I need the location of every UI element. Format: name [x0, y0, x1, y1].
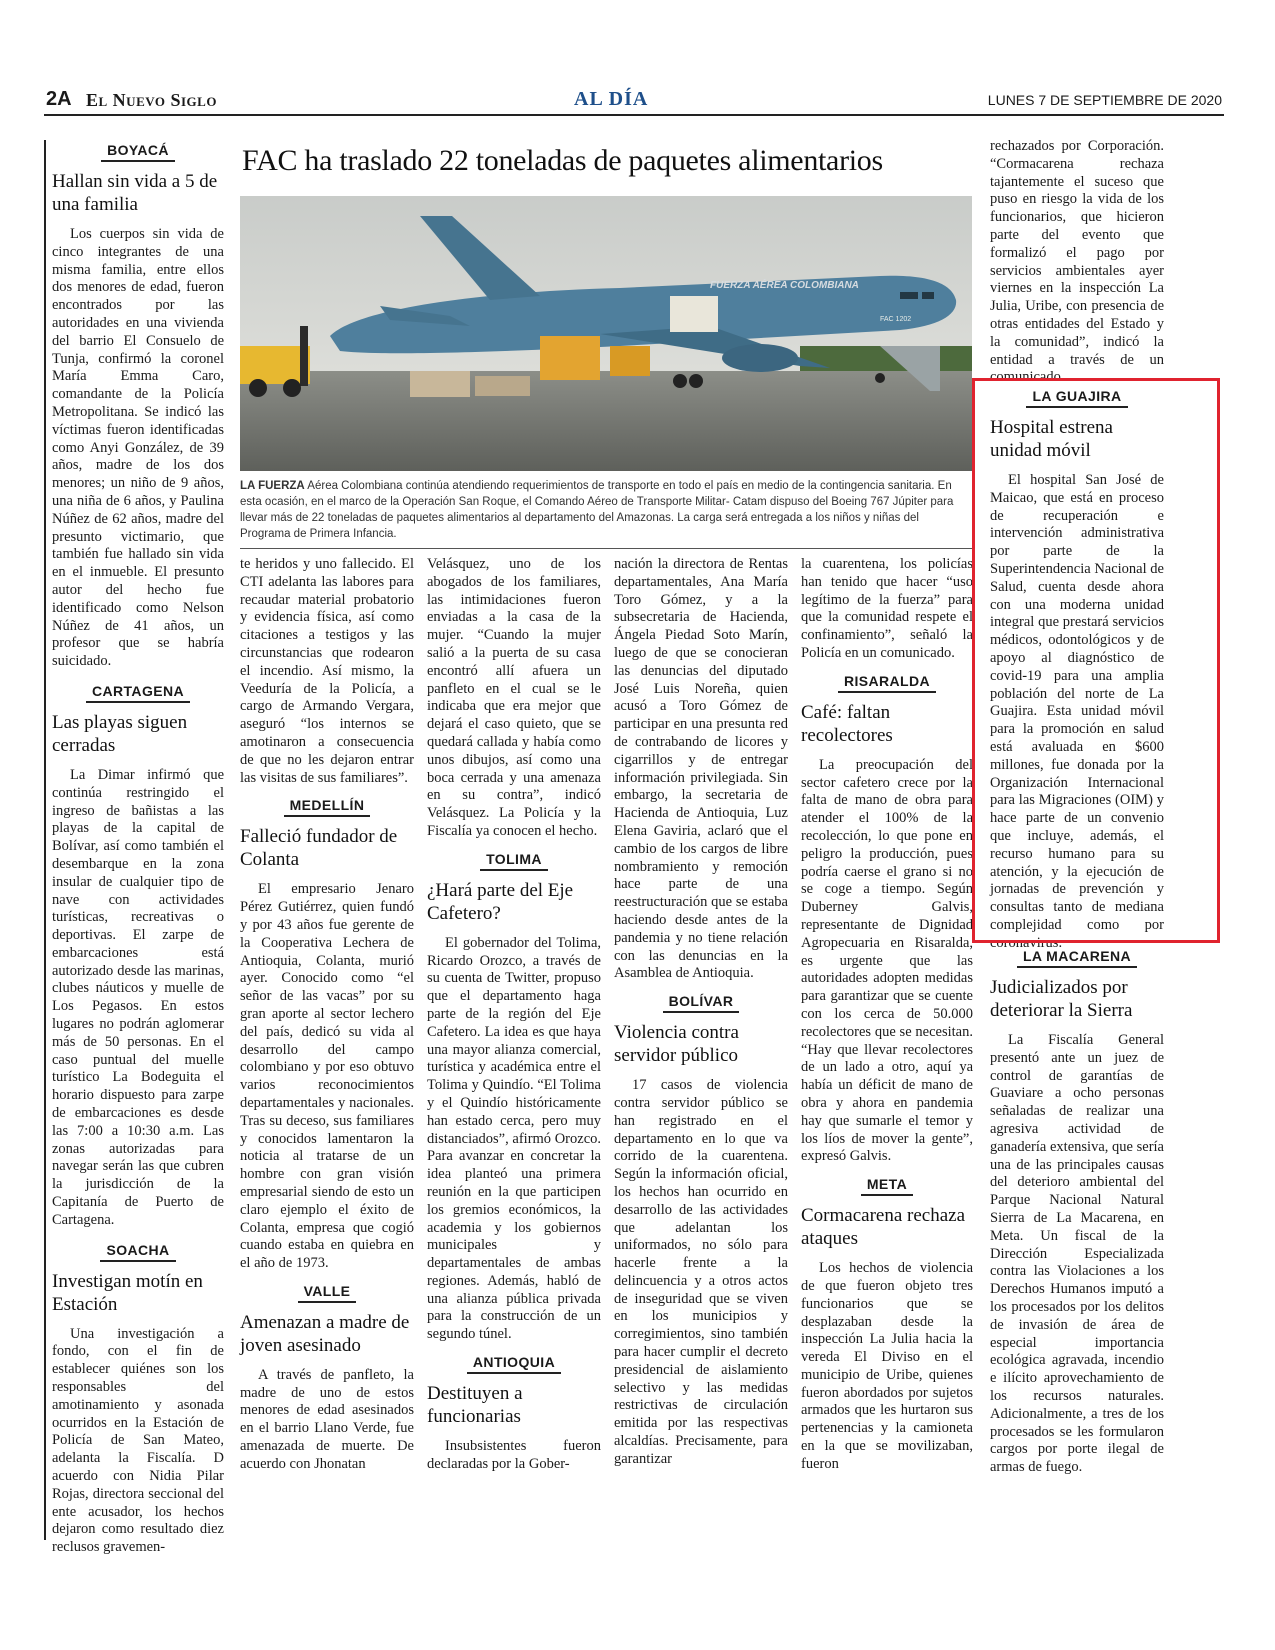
article-headline: Café: faltan recolectores	[801, 701, 893, 746]
article-body: El gobernador del Tolima, Ricardo Orozco, a través de su cuenta de Twitter, propuso que el departamento haga parte de la región del Eje Cafetero. La idea es que haya una mayor alianza comercial, turística y académica entre el Tolima y Quindío. “El Tolima y el Quindío históricamente han estado cerca, pero muy distanciados”, afirmó Orozco. Para avanzar en concretar la idea planteó una primera reunión en la que participen los gremios económicos, la academia y los gobiernos municipales y departamentales de ambas regiones. Además, habló de una alianza pública privada para la construcción de un segundo túnel.	[427, 934, 601, 1343]
article-headline: Cormacarena rechaza ataques	[801, 1205, 966, 1250]
article-body: La Dimar infirmó que continúa restringido el ingreso de bañistas a las playas de la capital de Bolívar, así como también el desembarque en la zona insular de cualquier tipo de nave con actividades turísticas, recreativas o deportivas. El zarpe de embarcaciones está autorizado desde las marinas, clubes náuticos y muelle de Los Pegasos. En estos lugares no podrán aglomerar más de 50 personas. En el caso puntual del muelle turístico La Bodeguita el horario dispuesto para zarpe de embarcaciones es desde las 7:00 a 10:30 a.m. Las zonas autorizadas para navegar serán las que cubren la jurisdicción de la Capitanía de Puerto de Cartagena.	[52, 766, 224, 1228]
article-body: Los cuerpos sin vida de cinco integrantes de una misma familia, entre ellos dos menores de edad, fueron encontrados por las autoridades en una vivienda del barrio El Consuelo de Tunja, confirmó la coronel María Emma Caro, comandante de la Policía Metropolitana. Se indicó las víctimas fueron identificadas como Anyi González, de 39 años, madre de los dos menores; un niño de 9 años, una niña de 6 años, y Paulina Núñez de 62 años, madre del presunto victimario, que también fue hallado sin vida en el inmueble. El presunto autor del hecho fue identificado como Nelson Núñez de 41 años, un profesor que se habría suicidado.	[52, 226, 224, 670]
page-header	[44, 88, 1224, 114]
section-tag: META	[861, 1176, 913, 1196]
article-body: Los hechos de violencia de que fueron objeto tres funcionarios que se desplazaban desde la inspección La Julia hacia la vereda El Diviso en el municipio de Uribe, quienes fueron abordados por sujetos armados que les hurtaron sus pertenencias y la camioneta en la que se movilizaban, fueron	[801, 1260, 973, 1472]
newspaper-name: El Nuevo Siglo	[86, 90, 217, 110]
article-cartagena	[52, 683, 224, 1230]
page-number: 2A	[46, 88, 72, 110]
article-body: 17 casos de violencia contra servidor público se han registrado en el departamento en lo que va corrido de la cuarentena. Según la información oficial, los hechos han ocurrido en desarrollo de las actividades que adelantan los uniformados, no sólo para hacerle frente a la delincuencia y a otros actos de inseguridad que se viven en los municipios y corregimientos, sino también para hacer cumplir el decreto presidencial de aislamiento selectivo y las medidas restrictivas de circulación emitida por las respectivas alcaldías. Precisamente, para garantizar	[614, 1077, 788, 1467]
tail-number: FAC 1202	[880, 316, 912, 323]
article-body: Una investigación a fondo, con el fin de establecer quiénes son los responsables del amotinamiento y asonada ocurridos en la Estación de Policía de San Mateo, adelanta la Fiscalía. D acuerdo con Nidia Pilar Rojas, directora seccional del ente acusador, los hechos dejaron como resultado diez reclusos gravemen-	[52, 1325, 224, 1556]
article-body: A través de panfleto, la madre de uno de estos menores de edad asesinados en el barrio Llano Verde, fue amenazada de muerte. De acuerdo con Jhonatan	[240, 1366, 414, 1472]
section-tag: LA MACARENA	[1017, 948, 1137, 968]
fuselage-lettering: FUERZA AÉREA COLOMBIANA	[710, 280, 859, 291]
section-tag: BOYACÁ	[101, 142, 175, 162]
article-body: La Fiscalía General presentó ante un juez de control de garantías de Guaviare a ocho personas señaladas de realizar una agresiva actividad de ganadería extensiva, que sería una de las principales causas del deterioro ambiental del Parque Nacional Natural Sierra de La Macarena, en Meta. Un fiscal de la Dirección Especializada contra las Violaciones a los Derechos Humanos imputó a los procesados por los delitos de invasión de área de especial importancia ecológica agravada, incendio e ilícito aprovechamiento de los recursos naturales. Adicionalmente, a tres de los procesados se les formularon cargos por porte ilegal de armas de fuego.	[990, 1032, 1164, 1476]
article-tolima	[427, 851, 601, 1344]
section-tag: RISARALDA	[838, 673, 936, 693]
article-headline: Falleció fundador de Colanta	[240, 826, 398, 871]
article-boyaca	[52, 142, 224, 671]
article-risaralda	[801, 673, 973, 1166]
article-headline: ¿Hará parte del Eje Cafetero?	[427, 879, 574, 924]
photo-caption	[240, 478, 972, 542]
article-headline: Hallan sin vida a 5 de una familia	[52, 171, 218, 215]
article-headline: Investigan motín en Estación	[52, 1270, 203, 1315]
article-continuation: Velásquez, uno de los abogados de los familiares, las intimidaciones fueron enviadas a la casa de la mujer. “Cuando la mujer salió a la puerta de su casa encontró allí afuera un panfleto en el cual se le indicaba que era mejor que dejará el caso quieto, que se quedará callada y había como unos dibujos, así como una boca cerrada y una amenaza en su contra”, indicó Velásquez. La Policía y la Fiscalía ya conocen el hecho.	[427, 556, 601, 839]
article-medellin	[240, 797, 414, 1273]
article-headline: Amenazan a madre de joven asesinado	[240, 1311, 410, 1356]
section-tag: VALLE	[298, 1283, 357, 1303]
main-column-3	[614, 556, 788, 1476]
highlight-box	[972, 378, 1220, 943]
main-headline: FAC ha traslado 22 toneladas de paquetes alimentarios	[242, 144, 883, 177]
left-column-rule	[44, 140, 46, 1540]
section-name: AL DÍA	[574, 88, 649, 110]
cargo-plane-photo	[240, 196, 972, 471]
issue-date: LUNES 7 DE SEPTIEMBRE DE 2020	[987, 92, 1222, 108]
section-tag: BOLÍVAR	[663, 993, 740, 1013]
main-column-2	[427, 556, 601, 1476]
header-rule	[44, 114, 1224, 116]
section-tag: SOACHA	[100, 1242, 175, 1262]
article-antioquia	[427, 1354, 601, 1474]
main-column-4	[801, 556, 973, 1476]
article-macarena	[990, 944, 1164, 1484]
section-tag: LA GUAJIRA	[1026, 388, 1127, 408]
article-headline: Violencia contra servidor público	[614, 1022, 739, 1067]
article-meta	[801, 1176, 973, 1474]
section-tag: TOLIMA	[480, 851, 548, 871]
article-headline: Destituyen a funcionarias	[427, 1383, 523, 1428]
right-column-top	[990, 138, 1164, 386]
article-body: La preocupación del sector cafetero crece por la falta de mano de obra para atender el 100% de la recolección, lo que pone en peligro la producción, pues podría caerse el grano si no se coge a tiempo. Según Duberney Galvis, representante de Dignidad Agropecuaria en Risaralda, es urgente que las autoridades adopten medidas para garantizar que se cuente con los cerca de 50.000 recolectores que se necesitan. “Hay que llevar recolectores de un lado a otro, aquí ya había un déficit de mano de obra y ahora en pandemia hay que sumarle el temor y los líos de mover la gente”, expresó Galvis.	[801, 756, 973, 1165]
article-continuation: nación la directora de Rentas departamentales, Ana María Toro Gómez, y a la subsecretaria de Hacienda, Ángela Piedad Soto Marín, luego de que se conocieran las denuncias del diputado José Luis Noreña, quien acusó a Toro Gómez de participar en una presunta red de contrabando de licores y cigarrillos y de entregar información privilegiada. Sin embargo, la secretaria de Hacienda de Antioquia, Luz Elena Gaviria, aclaró que el cambio de los cargos de libre nombramiento y remoción hace parte de una reestructuración que se estaba haciendo desde antes de la pandemia y no tiene relación con las denuncias en la Asamblea de Antioquia.	[614, 556, 788, 982]
section-tag: MEDELLÍN	[284, 797, 371, 817]
article-soacha	[52, 1242, 224, 1557]
article-valle	[240, 1283, 414, 1474]
article-headline: Hospital estrena unidad móvil	[990, 417, 1113, 461]
main-column-1	[240, 556, 414, 1476]
section-tag: CARTAGENA	[86, 683, 190, 703]
article-headline: Judicializados por deteriorar la Sierra	[990, 977, 1133, 1021]
article-bolivar	[614, 993, 788, 1469]
left-column	[52, 138, 224, 1556]
article-continuation: te heridos y uno fallecido. El CTI adelanta las labores para recaudar material probatorio y evidencia física, así como citaciones a testigos y las circunstancias que rodearon el incendio. Así mismo, la Veeduría de la Policía, a cargo de Armando Vergara, aseguró “los internos se amotinaron a consecuencia de que no les dejaron entrar las visitas de sus familiares”.	[240, 556, 414, 786]
article-continuation: la cuarentena, los policías han tenido que hacer “uso legítimo de la fuerza” para que la comunidad respete el confinamiento”, señaló la Policía en un comunicado.	[801, 556, 973, 661]
article-body: Insubsistentes fueron declaradas por la Gober-	[427, 1438, 601, 1472]
caption-rule	[240, 548, 972, 549]
article-body: El hospital San José de Maicao, que está en proceso de recuperación e intervención administrativa por parte de la Superintendencia Nacional de Salud, cuenta desde ahora con una moderna unidad integral que prestará servicios médicos, odontológicos y de apoyo al diagnóstico de covid-19 para una amplia población del norte de La Guajira. Esta unidad móvil para la promoción en salud está avaluada en $600 millones, fue donada por la Organización Internacional para las Migraciones (OIM) y hace parte de un convenio que incluye, además, el recurso humano para su atención, y la ejecución de jornadas de prevención y consultas tanto de mediana complejidad como por coronavirus.	[990, 472, 1164, 951]
article-body: El empresario Jenaro Pérez Gutiérrez, quien fundó y por 43 años fue gerente de la Cooperativa Lechera de Antioquia, Colanta, murió ayer. Conocido como “el señor de las vacas” por su gran aporte al sector lechero del país, dedicó su vida al desarrollo del campo colombiano y por eso obtuvo varios reconocimientos departamentales y nacionales. Tras su deceso, sus familiares y conocidos lamentaron la noticia al tratarse de un hombre con gran visión empresarial siendo de esto un claro ejemplo el éxito de Colanta, empresa que cogió cuando estaba en quiebra en el año de 1973.	[240, 881, 414, 1272]
section-tag: ANTIOQUIA	[467, 1354, 561, 1374]
plane-illustration	[240, 196, 972, 471]
caption-text: Aérea Colombiana continúa atendiendo requerimientos de transporte en todo el país en medio de la contingencia sanitaria. En esta ocasión, en el marco de la Operación San Roque, el Comando Aéreo de Transporte Militar- Catam dispuso del Boeing 767 Júpiter para llevar más de 22 toneladas de paquetes alimentarios al departamento del Amazonas. La carga será entregada a los niños y niñas del Programa de Primera Infancia.	[240, 480, 954, 540]
article-headline: Las playas siguen cerradas	[52, 711, 188, 756]
caption-lead: LA FUERZA	[240, 480, 305, 492]
article-continuation: rechazados por Corporación. “Cormacarena rechaza tajantemente el suceso que puso en riesgo la vida de los funcionarios, que hicieron parte del evento que formalizó el pago por servicios ambientales ayer viernes en la inspección La Julia, Uribe, con presencia de otras entidades del Estado y la comunidad”, indicó la entidad a través de un comunicado.	[990, 138, 1164, 386]
